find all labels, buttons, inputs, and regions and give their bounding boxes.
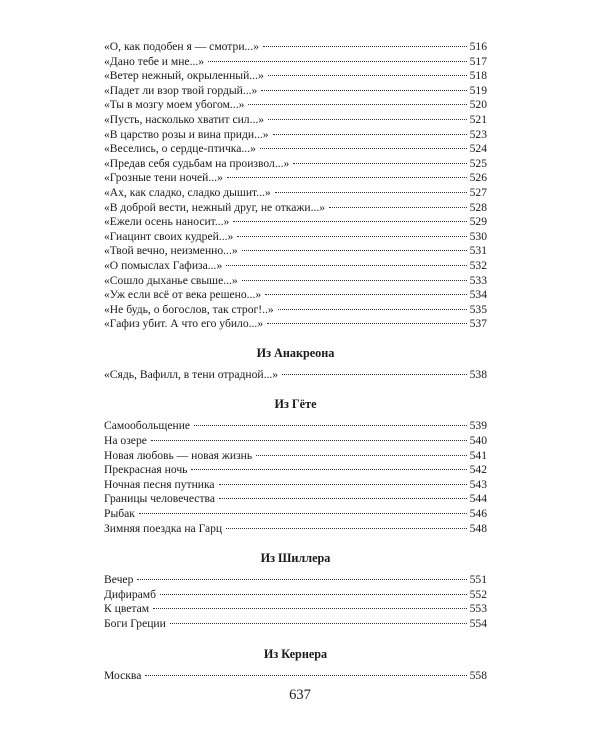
dot-leader (268, 75, 467, 76)
entry-title: «Ветер нежный, окрыленный...» (104, 69, 264, 83)
dot-leader (191, 469, 466, 470)
toc-entry (104, 478, 487, 493)
entry-page: 529 (469, 215, 487, 229)
dot-leader (273, 134, 467, 135)
entry-title: «Гиацинт своих кудрей...» (104, 229, 234, 243)
dot-leader (282, 374, 467, 375)
entry-title: «Сошло дыханье свыше...» (104, 273, 238, 287)
entry-title: «Дано тебе и мне...» (104, 54, 205, 68)
toc-entry (104, 259, 487, 274)
dot-leader (267, 323, 466, 324)
entry-page: 535 (469, 302, 487, 316)
entry-page: 525 (469, 156, 487, 170)
dot-leader (278, 309, 467, 310)
entry-title: «Уж если всё от века решено...» (104, 288, 262, 302)
entry-title: «Пусть, насколько хватит сил...» (104, 112, 265, 126)
entry-page: 537 (469, 317, 487, 331)
entry-title: «Не будь, о богослов, так строг!..» (104, 302, 274, 316)
toc-entry (104, 215, 487, 230)
entry-page: 523 (469, 127, 487, 141)
toc-entry (104, 419, 487, 434)
section-heading: Из Шиллера (260, 551, 331, 566)
toc-entry (104, 186, 487, 201)
entry-title: «В царство розы и вина приди...» (104, 127, 269, 141)
entry-title: К цветам (104, 602, 150, 616)
dot-leader (226, 265, 466, 266)
toc-entry (104, 69, 487, 84)
entry-title: «Гафиз убит. А что его убило...» (104, 317, 264, 331)
toc-entry (104, 303, 487, 318)
toc-entry (104, 157, 487, 172)
entry-page: 540 (469, 434, 487, 448)
entry-page: 517 (469, 54, 487, 68)
dot-leader (263, 46, 467, 47)
toc-entry (104, 507, 487, 522)
entry-title: «Грозные тени ночей...» (104, 171, 223, 185)
dot-leader (275, 192, 467, 193)
entry-page: 534 (469, 288, 487, 302)
entry-page: 533 (469, 273, 487, 287)
section-heading: Из Анакреона (256, 345, 335, 360)
entry-title: Боги Греции (104, 617, 166, 630)
entry-title: Ночная песня путника (104, 477, 215, 491)
dot-leader (256, 455, 466, 456)
entry-page: 558 (469, 668, 487, 682)
toc-entry (104, 669, 487, 684)
entry-page: 552 (469, 587, 487, 601)
toc-entry (104, 230, 487, 245)
entry-title: «Веселись, о сердце-птичка...» (104, 142, 256, 156)
toc-entry (104, 201, 487, 216)
dot-leader (139, 513, 467, 514)
toc-entry (104, 492, 487, 507)
entry-page: 521 (469, 112, 487, 126)
entry-page: 527 (469, 185, 487, 199)
dot-leader (242, 250, 467, 251)
dot-leader (227, 177, 467, 178)
entry-title: Вечер (104, 573, 134, 587)
dot-leader (194, 425, 467, 426)
toc-entry (104, 573, 487, 588)
entry-title: «Предав себя судьбам на произвол...» (104, 156, 290, 170)
toc-entry (104, 588, 487, 603)
entry-title: «В доброй вести, нежный друг, не откажи...» (104, 200, 326, 214)
entry-title: «Твой вечно, неизменно...» (104, 244, 238, 258)
entry-title: «Ах, как сладко, сладко дышит...» (104, 185, 271, 199)
toc-entry (104, 434, 487, 449)
toc-entry (104, 171, 487, 186)
dot-leader (151, 440, 467, 441)
entry-title: «Падет ли взор твой гордый...» (104, 83, 258, 97)
dot-leader (137, 579, 466, 580)
dot-leader (208, 61, 467, 62)
entry-title: «Сядь, Вафилл, в тени отрадной...» (104, 367, 279, 381)
entry-page: 553 (469, 602, 487, 616)
dot-leader (260, 148, 467, 149)
entry-page: 520 (469, 98, 487, 112)
toc-entry (104, 55, 487, 70)
toc-entry (104, 449, 487, 464)
toc-entry (104, 244, 487, 259)
entry-page: 530 (469, 229, 487, 243)
entry-title: «О помыслах Гафиза...» (104, 258, 223, 272)
entry-page: 526 (469, 171, 487, 185)
entry-page: 541 (469, 448, 487, 462)
entry-title: Прекрасная ночь (104, 463, 188, 477)
dot-leader (237, 236, 466, 237)
dot-leader (153, 608, 467, 609)
toc-entry (104, 40, 487, 55)
entry-title: На озере (104, 434, 147, 448)
dot-leader (268, 119, 467, 120)
entry-page: 516 (469, 40, 487, 53)
entry-title: «Ежели осень наносит...» (104, 215, 230, 229)
toc-entry (104, 274, 487, 289)
dot-leader (233, 221, 466, 222)
dot-leader (293, 163, 466, 164)
entry-page: 518 (469, 69, 487, 83)
dot-leader (265, 294, 466, 295)
dot-leader (219, 484, 467, 485)
entry-title: Рыбак (104, 507, 135, 521)
entry-title: Дифирамб (104, 587, 157, 601)
toc-entry (104, 317, 487, 332)
dot-leader (226, 528, 466, 529)
entry-page: 546 (469, 507, 487, 521)
entry-title: Границы человечества (104, 492, 215, 506)
toc-entry (104, 368, 487, 383)
toc-entry (104, 463, 487, 478)
dot-leader (170, 623, 467, 624)
entry-page: 528 (469, 200, 487, 214)
page-number: 637 (289, 687, 311, 703)
table-of-contents (104, 40, 487, 683)
entry-title: «Ты в мозгу моем убогом...» (104, 98, 245, 112)
toc-entry (104, 288, 487, 303)
dot-leader (261, 90, 466, 91)
entry-title: «О, как подобен я — смотри...» (104, 40, 260, 53)
toc-entry (104, 128, 487, 143)
entry-title: Новая любовь — новая жизнь (104, 448, 253, 462)
entry-page: 519 (469, 83, 487, 97)
dot-leader (242, 280, 467, 281)
dot-leader (160, 594, 467, 595)
dot-leader (329, 207, 467, 208)
toc-entry (104, 602, 487, 617)
entry-title: Москва (104, 668, 142, 682)
entry-page: 544 (469, 492, 487, 506)
toc-entry (104, 142, 487, 157)
entry-title: Зимняя поездка на Гарц (104, 521, 223, 535)
toc-entry (104, 84, 487, 99)
dot-leader (248, 104, 466, 105)
toc-entry (104, 617, 487, 632)
entry-page: 542 (469, 463, 487, 477)
dot-leader (145, 675, 466, 676)
entry-page: 538 (469, 367, 487, 381)
toc-entry (104, 98, 487, 113)
entry-page: 548 (469, 521, 487, 535)
entry-page: 551 (469, 573, 487, 587)
entry-page: 532 (469, 258, 487, 272)
section-heading: Из Кернера (263, 646, 328, 661)
toc-entry (104, 522, 487, 537)
entry-page: 539 (469, 419, 487, 433)
entry-page: 554 (469, 617, 487, 630)
entry-page: 543 (469, 477, 487, 491)
section-heading: Из Гёте (274, 397, 317, 412)
toc-entry (104, 113, 487, 128)
entry-title: Самообольщение (104, 419, 191, 433)
dot-leader (219, 498, 467, 499)
entry-page: 524 (469, 142, 487, 156)
entry-page: 531 (469, 244, 487, 258)
